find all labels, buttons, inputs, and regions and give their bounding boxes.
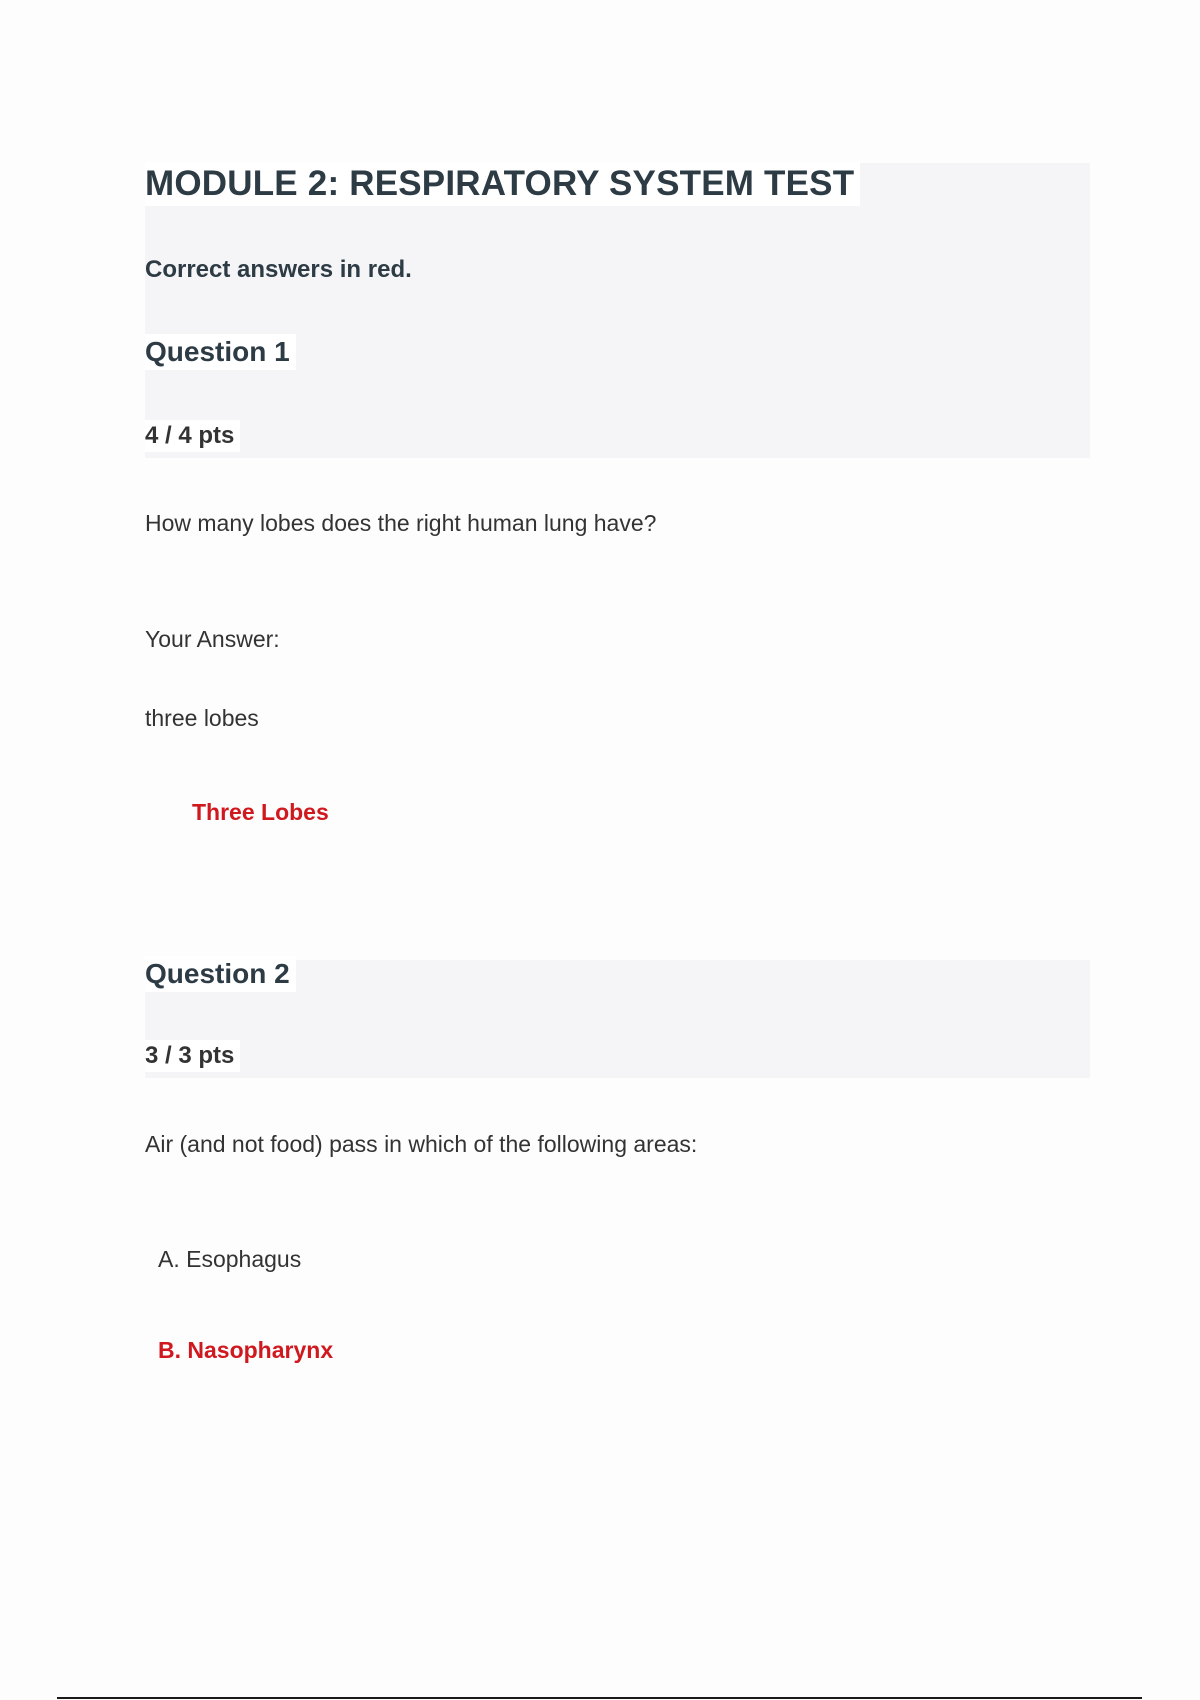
question-2-heading (145, 956, 296, 992)
answer-key-note: Correct answers in red. (145, 256, 412, 283)
question-2-option-b-correct: B. Nasopharynx (158, 1337, 334, 1363)
question-1-points-text: 4 / 4 pts (145, 420, 240, 452)
question-2-points-text: 3 / 3 pts (145, 1040, 240, 1072)
question-1-points (145, 420, 240, 452)
question-1-correct-answer: Three Lobes (192, 799, 329, 825)
question-1-header-band (145, 163, 1090, 458)
document-title-text: MODULE 2: RESPIRATORY SYSTEM TEST (145, 162, 860, 206)
question-1-your-answer: three lobes (145, 705, 259, 731)
question-2-points (145, 1040, 240, 1072)
question-1-heading (145, 334, 296, 370)
question-2-prompt: Air (and not food) pass in which of the following areas: (145, 1131, 698, 1157)
question-1-your-answer-label: Your Answer: (145, 626, 280, 652)
question-2-heading-text: Question 2 (145, 956, 296, 992)
question-1-prompt: How many lobes does the right human lung have? (145, 510, 657, 536)
document-title (145, 162, 860, 206)
question-2-option-a: A. Esophagus (158, 1246, 302, 1272)
question-1-heading-text: Question 1 (145, 334, 296, 370)
footer-divider (57, 1697, 1142, 1699)
